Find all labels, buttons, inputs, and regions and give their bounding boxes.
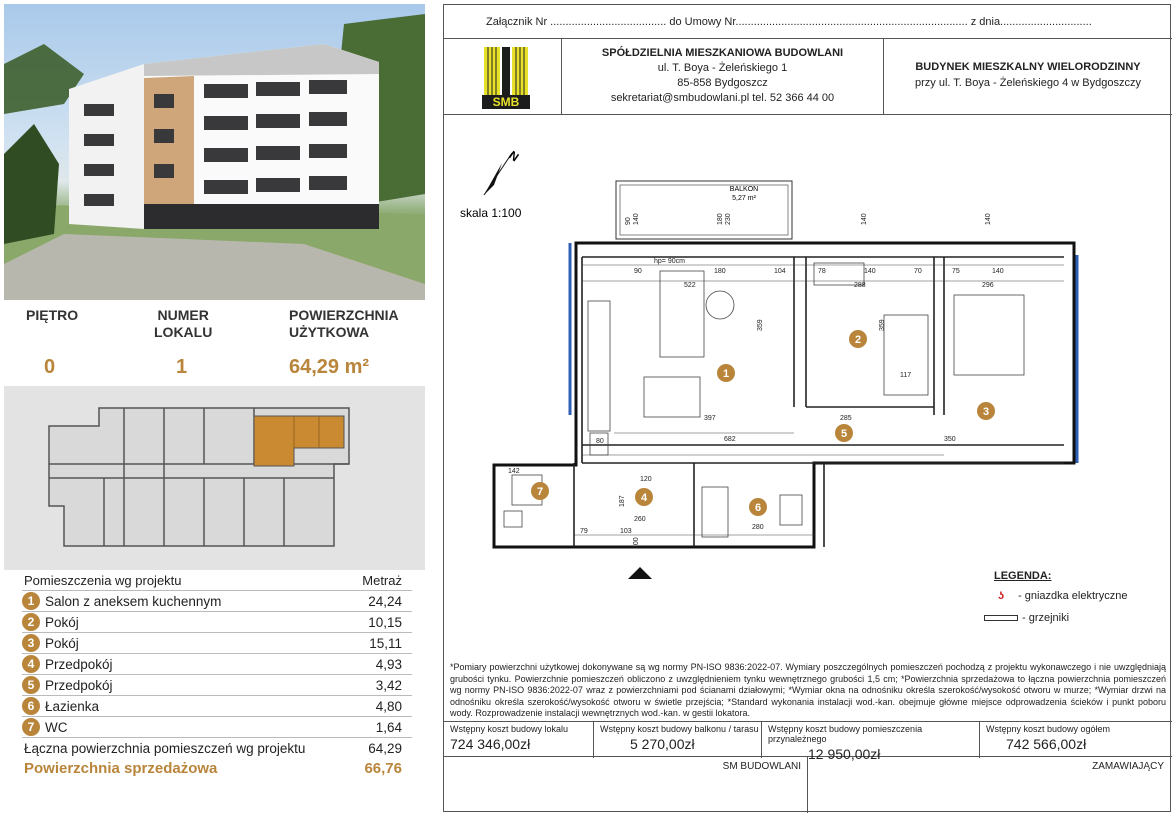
room-marker-5: 5 <box>840 428 848 440</box>
room-row <box>22 611 412 632</box>
building-illustration <box>4 4 425 300</box>
usable-area-value: 64,29 m² <box>289 356 370 378</box>
dim-32: 79 <box>580 528 588 535</box>
room-number-badge: 7 <box>22 718 40 736</box>
legend-title: LEGENDA: <box>994 570 1052 582</box>
legend-item-socket <box>984 590 1154 602</box>
room-name: WC <box>45 719 68 735</box>
dim-11: 78 <box>818 268 826 275</box>
cost-cell-total <box>980 722 1172 758</box>
dim-18: 296 <box>982 282 994 289</box>
room-marker-7: 7 <box>536 486 544 498</box>
dim-2: 140 <box>633 213 640 225</box>
room-row <box>22 590 412 611</box>
electric-socket-icon: ʖ <box>997 590 1005 602</box>
room-label <box>22 676 113 694</box>
dim-28: 280 <box>752 524 764 531</box>
dim-13: 70 <box>914 268 922 275</box>
cost-balcony-value: 5 270,00zł <box>630 736 695 752</box>
room-label <box>22 718 68 736</box>
room-number-badge: 6 <box>22 697 40 715</box>
costs-table <box>444 721 1172 762</box>
dim-20: 359 <box>879 319 886 331</box>
room-area: 1,64 <box>375 719 402 735</box>
sheet-header <box>444 39 1172 115</box>
room-area: 15,11 <box>369 635 402 651</box>
dim-9: 180 <box>714 268 726 275</box>
coop-name: SPÓŁDZIELNIA MIESZKANIOWA BUDOWLANI <box>601 47 844 59</box>
sale-area-label: Powierzchnia sprzedażowa <box>24 760 218 777</box>
dim-10: 104 <box>774 268 786 275</box>
dim-22: 285 <box>840 415 852 422</box>
rooms-table-rows <box>22 590 412 737</box>
dim-24: 682 <box>724 436 736 443</box>
balcony-label: BALKON <box>729 186 759 193</box>
dim-8: 90 <box>634 268 642 275</box>
rooms-total-value: 64,29 <box>368 740 402 756</box>
cost-cell-unit <box>444 722 594 758</box>
dim-5: 140 <box>861 213 868 225</box>
room-marker-4: 4 <box>640 492 648 504</box>
logo-text: SMB <box>492 95 520 109</box>
signature-area <box>444 757 1172 813</box>
dim-26: 120 <box>640 476 652 483</box>
cooperative-info <box>562 39 884 115</box>
dim-14: 75 <box>952 268 960 275</box>
building-address: przy ul. T. Boya - Żeleńskiego 4 w Bydgoszczy <box>914 77 1141 89</box>
room-number-badge: 4 <box>22 655 40 673</box>
rooms-header-name: Pomieszczenia wg projektu <box>24 572 182 588</box>
room-row <box>22 716 412 737</box>
dim-7: hp= 90cm <box>654 258 685 265</box>
key-plan-drawing <box>4 386 425 570</box>
rooms-table-header <box>22 570 412 590</box>
room-area: 10,15 <box>368 614 402 630</box>
measurement-notes: *Pomiary powierzchni użytkowej dokonywane są wg normy PN-ISO 9836:2022-07. Wymiary poszczególnych pomieszczeń pochodzą z projektu wykonawczego i nie uwzględniają grubości tynku. Powierzchnie pomieszczeń obliczono z uwzględnieniem tynku wewnętrznego grubości 1,5 cm; *Powierzchnia sprzedażowa to łączna powierzchnia pomieszczeń wg normy PN-ISO 9836:2022-07 wraz z powierzchniami pod ścianami działowymi; *Wymiar okna na odnośniku określa szerokość/wysokość otworu w murze; *Wymiar drzwi na odnośniku określa szerokość/wysokość otworu w świetle przejścia; *Standard wykonania instalacji wod.-kan. obejmuje główne miejsce odprowadzenia ścieków i punkt poboru wody. Rozprowadzenie instalacji wewnętrznych wod.-kan. w gestii lokatora. <box>450 662 1166 719</box>
room-name: Przedpokój <box>45 677 113 693</box>
legend-item-radiator <box>984 612 1154 624</box>
room-number-badge: 2 <box>22 613 40 631</box>
dim-30: 80 <box>596 438 604 445</box>
room-marker-3: 3 <box>982 406 990 418</box>
room-area: 4,93 <box>375 656 402 672</box>
cost-storage-label: Wstępny koszt budowy pomieszczenia przynależnego <box>768 724 923 744</box>
smb-logo <box>444 39 562 115</box>
coop-city: 85-858 Bydgoszcz <box>677 77 768 89</box>
room-name: Salon z aneksem kuchennym <box>45 593 222 609</box>
cost-balcony-label: Wstępny koszt budowy balkonu / tarasu <box>600 724 759 734</box>
cost-storage-value: 12 950,00zł <box>808 746 881 762</box>
dim-23: 350 <box>944 436 956 443</box>
room-name: Pokój <box>45 635 79 651</box>
dim-17: 288 <box>854 282 866 289</box>
dim-33: 142 <box>508 468 520 475</box>
floor-value: 0 <box>44 356 56 378</box>
rooms-total-label: Łączna powierzchnia pomieszczeń wg projektu <box>24 740 306 756</box>
room-label <box>22 655 113 673</box>
room-row <box>22 695 412 716</box>
floor-key-plan <box>4 386 425 570</box>
room-marker-1: 1 <box>722 368 730 380</box>
room-name: Przedpokój <box>45 656 113 672</box>
cost-unit-label: Wstępny koszt budowy lokalu <box>450 724 569 734</box>
dim-1: 90 <box>625 217 632 225</box>
dim-4: 230 <box>725 213 732 225</box>
legend-socket-label: - gniazdka elektryczne <box>1018 590 1128 602</box>
sale-area-value: 66,76 <box>364 760 402 777</box>
room-name: Pokój <box>45 614 79 630</box>
usable-area-label-line1: POWIERZCHNIA <box>289 307 399 323</box>
usable-area-label <box>289 307 399 341</box>
dim-29: 200 <box>633 537 640 549</box>
left-panel <box>0 0 425 814</box>
building-title: BUDYNEK MIESZKALNY WIELORODZINNY <box>915 61 1141 73</box>
dim-31: 103 <box>620 528 632 535</box>
legend-radiator-label: - grzejniki <box>1022 612 1070 624</box>
coop-contact: sekretariat@smbudowlani.pl tel. 52 366 44 00 <box>610 92 835 104</box>
room-label <box>22 697 99 715</box>
dim-25: 117 <box>900 372 912 379</box>
room-area: 24,24 <box>368 593 402 609</box>
north-arrow-icon <box>484 148 521 195</box>
coop-street: ul. T. Boya - Żeleńskiego 1 <box>657 62 788 74</box>
dim-19: 359 <box>757 319 764 331</box>
cost-unit-value: 724 346,00zł <box>450 736 531 752</box>
rooms-header-area: Metraż <box>362 572 402 588</box>
dim-12: 140 <box>864 268 876 275</box>
room-number-badge: 3 <box>22 634 40 652</box>
room-row <box>22 653 412 674</box>
building-info <box>884 39 1172 115</box>
unit-number-label-line2: LOKALU <box>154 324 213 340</box>
dim-21: 397 <box>704 415 716 422</box>
room-label <box>22 592 221 610</box>
dim-3: 180 <box>717 213 724 225</box>
dim-15: 140 <box>992 268 1004 275</box>
room-label <box>22 634 79 652</box>
usable-area-label-line2: UŻYTKOWA <box>289 324 370 340</box>
floor-label: PIĘTRO <box>26 307 79 323</box>
scale-label: skala 1:100 <box>460 206 522 220</box>
room-name: Łazienka <box>45 698 100 714</box>
entrance-arrow-icon <box>628 567 652 579</box>
signature-client: ZAMAWIAJĄCY <box>1092 761 1164 772</box>
apartment-floor-plan <box>444 115 1172 659</box>
room-marker-6: 6 <box>754 502 762 514</box>
cost-total-label: Wstępny koszt budowy ogółem <box>986 724 1111 734</box>
room-row <box>22 674 412 695</box>
room-marker-2: 2 <box>854 334 862 346</box>
room-area: 4,80 <box>375 698 402 714</box>
room-number-badge: 5 <box>22 676 40 694</box>
unit-number-label <box>154 307 212 341</box>
rooms-total-row <box>22 737 412 758</box>
building-photo <box>4 4 425 300</box>
dim-6: 140 <box>985 213 992 225</box>
room-row <box>22 632 412 653</box>
unit-summary <box>0 300 425 386</box>
floor-plan-sheet <box>443 4 1171 812</box>
signature-cooperative: SM BUDOWLANI <box>444 757 808 813</box>
room-label <box>22 613 79 631</box>
cost-cell-storage <box>762 722 980 762</box>
dim-34: 260 <box>634 516 646 523</box>
room-area: 3,42 <box>375 677 402 693</box>
dim-16: 522 <box>684 282 696 289</box>
sale-area-row <box>22 758 412 779</box>
cost-cell-balcony <box>594 722 762 758</box>
unit-number-label-line1: NUMER <box>157 307 209 323</box>
smb-logo-graphic <box>444 39 562 115</box>
north-letter: N <box>506 147 522 165</box>
balcony-area: 5,27 m² <box>732 195 756 202</box>
unit-number-value: 1 <box>176 356 188 378</box>
annex-line: Załącznik Nr ...................................... do Umowy Nr............................................................................ z dnia.............................. <box>444 5 1172 39</box>
rooms-table <box>22 570 412 779</box>
cost-total-value: 742 566,00zł <box>1006 736 1087 752</box>
legend <box>984 570 1154 624</box>
room-number-badge: 1 <box>22 592 40 610</box>
dim-27: 187 <box>619 495 626 507</box>
radiator-icon <box>984 615 1018 621</box>
